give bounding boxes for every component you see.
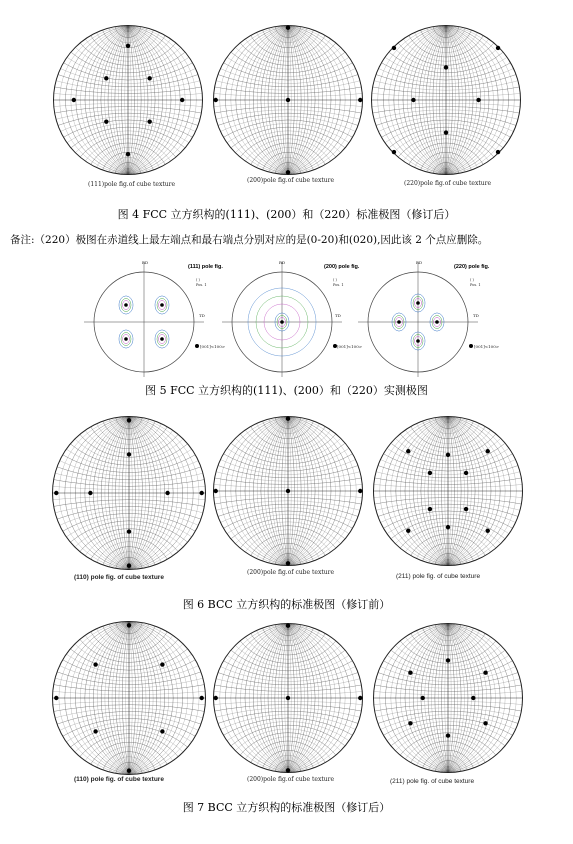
pole-spot xyxy=(286,489,290,493)
pole-spot xyxy=(54,491,58,495)
bcc-110-standard-pole-figure xyxy=(51,413,207,573)
pole-spot xyxy=(408,671,412,675)
pole-spot xyxy=(127,564,131,568)
pole-spot xyxy=(286,98,290,102)
pole-spot xyxy=(286,561,290,565)
wulff-net xyxy=(370,24,522,176)
figure-4-note: 备注:（220）极图在赤道线上最左端点和最右端点分别对应的是(0-20)和(020),因此该 2 个点应删除。 xyxy=(10,234,489,246)
pole-spot xyxy=(214,98,218,102)
figure-4 xyxy=(0,0,573,200)
pole-spot xyxy=(127,623,131,627)
figure-4-caption: 图 4 FCC 立方织构的(111)、(200）和（220）标准极图（修订后） xyxy=(117,208,456,221)
pole-spot xyxy=(127,769,131,773)
pole-fig-label: (110) pole fig. of cube texture xyxy=(74,776,164,783)
td-label: TD xyxy=(473,313,479,318)
pole-fig-meta: ( ) Pos. 1 xyxy=(470,278,481,287)
pole-fig-label: (111)pole fig.of cube texture xyxy=(88,181,176,188)
pole-spot xyxy=(54,696,58,700)
fcc-200-standard-pole-figure xyxy=(212,24,364,176)
measured-pole-plot xyxy=(358,258,478,382)
pole-spot xyxy=(428,507,432,511)
pole-fig-label: (200)pole fig.of cube texture xyxy=(247,177,335,184)
pole-spot xyxy=(444,65,448,69)
pole-fig-title: (200) pole fig. xyxy=(324,264,360,270)
pole-spot xyxy=(406,449,410,453)
pole-spot xyxy=(411,98,415,102)
pole-spot xyxy=(127,418,131,422)
pole-spot xyxy=(127,529,131,533)
pole-spot xyxy=(392,150,396,154)
pole-spot xyxy=(104,76,108,80)
td-label: TD xyxy=(199,313,205,318)
pole-fig-label: (211) pole fig. of cube texture xyxy=(390,778,475,785)
pole-spot xyxy=(147,119,151,123)
td-label: TD xyxy=(335,313,341,318)
bcc-200-standard-pole-figure xyxy=(212,415,364,567)
pole-spot xyxy=(358,696,362,700)
figure-6-caption: 图 6 BCC 立方织构的标准极图（修订前） xyxy=(182,598,391,611)
fcc-220-standard-pole-figure xyxy=(370,24,522,176)
measured-pole-plot xyxy=(84,258,204,382)
rd-label: RD xyxy=(279,260,286,265)
pole-spot xyxy=(496,150,500,154)
pole-spot xyxy=(435,320,439,324)
pole-spot xyxy=(471,696,475,700)
pole-spot xyxy=(93,662,97,666)
pole-spot xyxy=(483,671,487,675)
pole-spot xyxy=(180,98,184,102)
pole-spot xyxy=(286,170,290,174)
pole-spot xyxy=(124,337,128,341)
pole-spot xyxy=(160,729,164,733)
figure-5-caption: 图 5 FCC 立方织构的(111)、(200）和（220）实测极图 xyxy=(145,384,428,397)
pole-spot xyxy=(214,489,218,493)
pole-spot xyxy=(464,507,468,511)
pole-spot xyxy=(286,26,290,30)
bcc-110-standard-pole-figure xyxy=(51,620,207,776)
wulff-net xyxy=(52,24,204,176)
pole-spot xyxy=(392,46,396,50)
bcc-211-standard-pole-figure xyxy=(372,415,524,567)
wulff-net xyxy=(212,415,364,567)
pole-fig-meta: ( ) Pos. 1 xyxy=(333,278,344,287)
wulff-net xyxy=(51,620,207,776)
pole-spot xyxy=(421,696,425,700)
pole-spot xyxy=(160,662,164,666)
pole-spot xyxy=(444,130,448,134)
pole-spot xyxy=(104,119,108,123)
pole-spot xyxy=(286,768,290,772)
wulff-net xyxy=(372,622,524,774)
pole-spot xyxy=(286,696,290,700)
pole-spot xyxy=(358,489,362,493)
measured-pole-plot xyxy=(222,258,342,382)
pole-spot xyxy=(200,491,204,495)
pole-spot xyxy=(496,46,500,50)
pole-fig-label: (110) pole fig. of cube texture xyxy=(74,574,164,581)
pole-fig-title: (111) pole fig. xyxy=(188,264,223,270)
pole-fig-title: (220) pole fig. xyxy=(454,264,490,270)
pole-fig-label: (200)pole fig.of cube texture xyxy=(247,776,335,783)
pole-spot xyxy=(408,721,412,725)
pole-spot xyxy=(446,658,450,662)
wulff-net xyxy=(372,415,524,567)
pole-spot xyxy=(446,453,450,457)
figure-6 xyxy=(0,410,573,590)
legend-label: [001]<100> xyxy=(337,344,363,349)
pole-spot xyxy=(406,529,410,533)
pole-spot xyxy=(416,301,420,305)
pole-spot xyxy=(160,303,164,307)
pole-spot xyxy=(428,471,432,475)
figure-7-caption: 图 7 BCC 立方织构的标准极图（修订后） xyxy=(182,801,391,814)
pole-spot xyxy=(126,152,130,156)
legend-label: [001]<100> xyxy=(200,344,226,349)
pole-spot xyxy=(160,337,164,341)
bcc-211-standard-pole-figure xyxy=(372,622,524,774)
pole-spot xyxy=(486,529,490,533)
pole-spot xyxy=(476,98,480,102)
pole-spot xyxy=(416,339,420,343)
pole-spot xyxy=(165,491,169,495)
pole-spot xyxy=(214,696,218,700)
pole-spot xyxy=(286,624,290,628)
pole-fig-meta: ( ) Pos. 1 xyxy=(196,278,207,287)
wulff-net xyxy=(51,413,207,573)
pole-fig-label: (211) pole fig. of cube texture xyxy=(396,573,481,580)
pole-fig-label: (220)pole fig.of cube texture xyxy=(404,180,492,187)
pole-spot xyxy=(147,76,151,80)
pole-spot xyxy=(124,303,128,307)
pole-spot xyxy=(286,417,290,421)
pole-fig-label: (200)pole fig.of cube texture xyxy=(247,569,335,576)
pole-spot xyxy=(446,733,450,737)
bcc-200-standard-pole-figure xyxy=(212,622,364,774)
wulff-net xyxy=(212,24,364,176)
pole-spot xyxy=(486,449,490,453)
wulff-net xyxy=(212,622,364,774)
pole-spot xyxy=(93,729,97,733)
pole-spot xyxy=(88,491,92,495)
pole-spot xyxy=(397,320,401,324)
rd-label: RD xyxy=(142,260,149,265)
figure-7 xyxy=(0,620,573,795)
pole-spot xyxy=(358,98,362,102)
pole-spot xyxy=(446,525,450,529)
pole-spot xyxy=(127,452,131,456)
fcc-111-standard-pole-figure xyxy=(52,24,204,176)
pole-spot xyxy=(483,721,487,725)
rd-label: RD xyxy=(416,260,423,265)
pole-spot xyxy=(200,696,204,700)
pole-spot xyxy=(72,98,76,102)
pole-spot xyxy=(126,44,130,48)
legend-label: [001]<100> xyxy=(474,344,500,349)
pole-spot xyxy=(280,320,284,324)
pole-spot xyxy=(464,471,468,475)
